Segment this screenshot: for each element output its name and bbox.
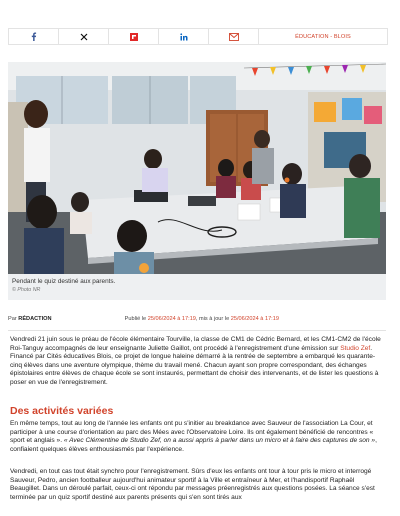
photo-caption: Pendant le quiz destiné aux parents. <box>12 278 116 285</box>
linkedin-icon <box>180 33 188 41</box>
article-meta <box>8 316 386 322</box>
share-facebook-button[interactable] <box>9 29 59 44</box>
share-x-button[interactable] <box>59 29 109 44</box>
updated-label: , mis à jour le <box>195 316 230 322</box>
section-heading: Des activités variées <box>10 405 114 417</box>
studio-zef-link[interactable]: Studio Zef <box>340 344 371 352</box>
share-flipboard-button[interactable] <box>109 29 159 44</box>
paragraph-1-text-b: . Financé par Cités éducatives Blois, ce projet de longue haleine démarré à la rentrée de septembre a embarqué les quarante-cinq élèves dans une aventure olympique, thème du travail mené. Chacun ayant son propre correspondant, des échanges épistolaires entre élèves de chaque école se sont instaurés, permettant de choisir des intervenants, et de lister les questions à poser en vue de l'enregistrement. <box>10 344 379 386</box>
published-label: Publié le <box>124 316 147 322</box>
category-tag: ÉDUCATION - BLOIS <box>295 33 351 40</box>
share-bar <box>8 28 388 45</box>
paragraph-2-text-a: En même temps, tout au long de l'année les enfants ont pu s'initier au breakdance avec Sauveur de l'association La Cour, et participer à une course d'orientation au parc des Mées avec l'Observatoire Loire. Ils ont également bénéficié de rencontres « sport et anglais ». <box>10 420 374 445</box>
photo-caption-box <box>8 274 386 300</box>
photo-credit: © Photo NR <box>12 287 41 293</box>
author-name[interactable]: RÉDACTION <box>18 316 52 322</box>
by-label: Par <box>8 316 17 322</box>
x-icon <box>80 33 88 41</box>
article-paragraph-2 <box>10 420 386 454</box>
article-paragraph-3: Vendredi, en tout cas tout était synchro pour l'enregistrement. Sûrs d'eux les enfants ont tour à tour pris le micro et interrogé Sauveur, Pedro, ancien footballeur aujourd'hui animateur sportif à la Ville et entraîneur à Mer, et l'handisportif Raphaël Beaugillet. Dans un déroulé parfait, ceux-ci ont répondu par messages préenregistrés aux questions posées. La séance s'est terminée par un quiz sportif destiné aux parents présents qui s'en sont tirés aux <box>10 468 375 501</box>
article-paragraph-1 <box>10 336 386 388</box>
category-tag-link[interactable] <box>259 29 387 44</box>
email-icon <box>229 33 239 41</box>
flipboard-icon <box>130 33 138 41</box>
share-email-button[interactable] <box>209 29 259 44</box>
share-linkedin-button[interactable] <box>159 29 209 44</box>
meta-divider <box>8 330 386 331</box>
facebook-icon <box>30 32 37 41</box>
published-date: 25/06/2024 à 17:19 <box>147 316 196 322</box>
paragraph-2-text-b: , confiaient quelques élèves enthousiasmés par l'expérience. <box>10 437 377 453</box>
paragraph-2-quote: « Avec Clémentine de Studio Zef, on a aussi appris à parler dans un micro et à faire des captures de son » <box>63 437 376 445</box>
updated-date: 25/06/2024 à 17:19 <box>230 316 279 322</box>
paragraph-1-text-a: Vendredi 21 juin sous le préau de l'école élémentaire Tourville, la classe de CM1 de Cédric Bernard, et les CM1-CM2 de l'école Roi-Tanguy accompagnés de leur enseignante Juliette Gaillot, ont procédé à l'enregistrement d'une émission sur <box>10 336 381 352</box>
article-photo <box>8 62 386 274</box>
